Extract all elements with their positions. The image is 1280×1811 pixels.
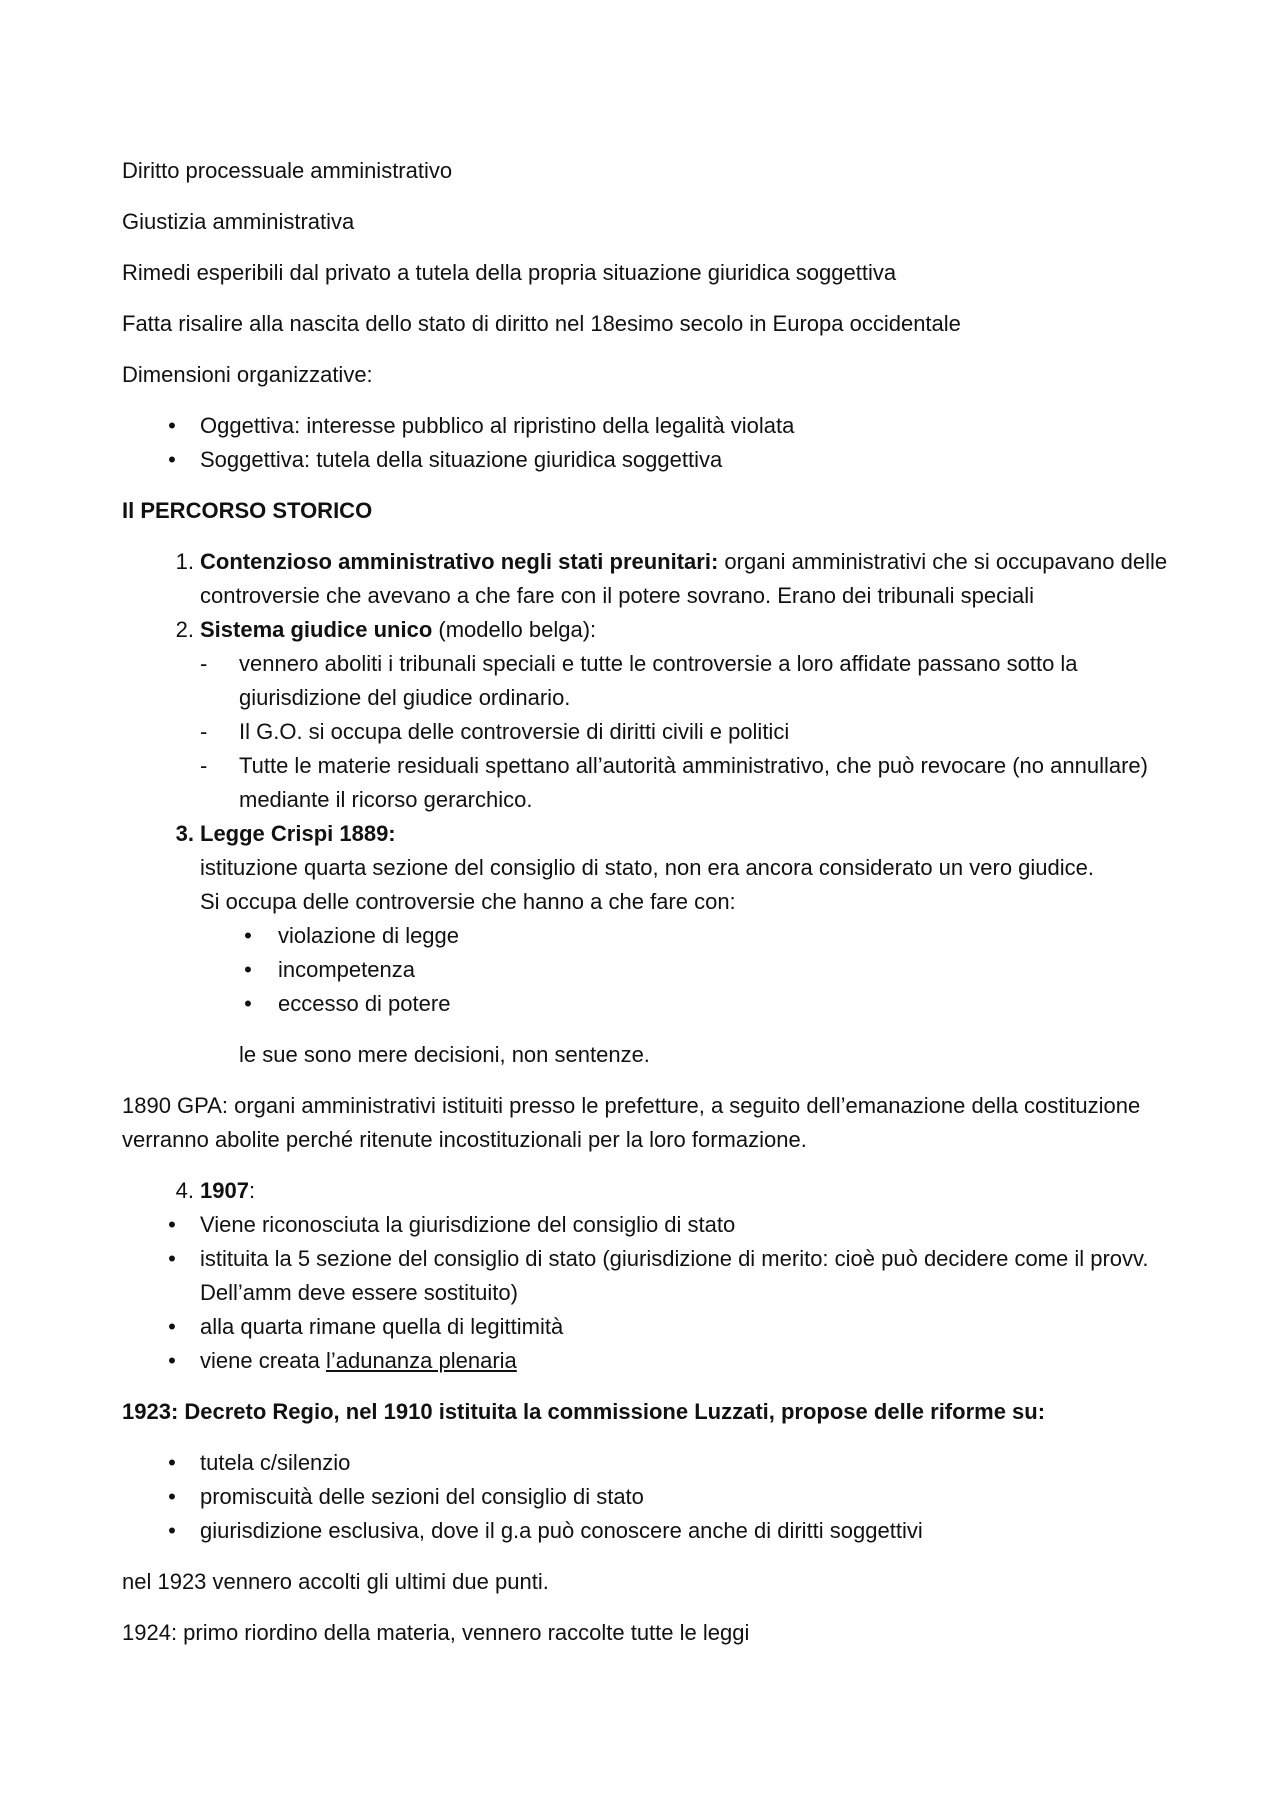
list-item-4: 4. 1907:	[122, 1174, 1182, 1208]
paragraph-gpa: 1890 GPA: organi amministrativi istituiti presso le prefetture, a seguito dell’emanazione della costituzione verranno abolite perché ritenute incostituzionali per la loro formazione.	[122, 1093, 1141, 1152]
list-item-1: 1. Contenzioso amministrativo negli stati preunitari: organi amministrativi che si occupavano delle controversie che avevano a che fare con il potere sovrano. Erano dei tribunali speciali	[122, 545, 1182, 613]
giudice-unico-list	[200, 647, 1182, 817]
list-number: 2.	[175, 617, 194, 642]
list-item: - vennero aboliti i tribunali speciali e tutte le controversie a loro affidate passano sotto la giurisdizione del giudice ordinario.	[122, 647, 1182, 715]
item3-note: le sue sono mere decisioni, non sentenze.	[239, 1042, 650, 1067]
bullet-icon: •	[168, 413, 176, 438]
paragraph-1924: 1924: primo riordino della materia, vennero raccolte tutte le leggi	[122, 1620, 750, 1645]
bullet-icon: •	[168, 1212, 176, 1237]
bullet-icon: •	[244, 957, 252, 982]
bullet-icon: •	[168, 1246, 176, 1271]
heading-percorso-storico: Il PERCORSO STORICO	[122, 498, 373, 523]
list-number: 1.	[175, 549, 194, 574]
list-item: • giurisdizione esclusiva, dove il g.a può conoscere anche di diritti soggettivi	[122, 1514, 1182, 1548]
list-number: 4.	[175, 1178, 194, 1203]
bullet-icon: •	[244, 923, 252, 948]
list-item-2: 2. Sistema giudice unico (modello belga): - vennero aboliti i tribunali speciali e tutte le controversie a loro affidate passano sotto la giurisdizione del giudice ordinario. - Il G.O. si occupa delle controversie di diritti civili e politici - Tutte le materie residuali spettano all’autorità amministrativo, che può revocare (no annullare) mediante il ricorso gerarchico.	[122, 613, 1182, 817]
list-number: 3.	[175, 821, 194, 846]
list-item: • Viene riconosciuta la giurisdizione del consiglio di stato	[122, 1208, 1182, 1242]
crispi-list	[200, 919, 1182, 1021]
history-numbered-list	[122, 545, 1182, 1021]
reforms-list	[122, 1446, 1182, 1548]
dash-icon: -	[200, 719, 208, 744]
list-item: • Oggettiva: interesse pubblico al ripristino della legalità violata	[122, 409, 1182, 443]
list-item: • viene creata l’adunanza plenaria	[122, 1344, 1182, 1378]
list-item: • alla quarta rimane quella di legittimità	[122, 1310, 1182, 1344]
bullet-icon: •	[244, 991, 252, 1016]
list-item: • promiscuità delle sezioni del consiglio di stato	[122, 1480, 1182, 1514]
list-item: - Il G.O. si occupa delle controversie di diritti civili e politici	[122, 715, 1182, 749]
list-item: • Soggettiva: tutela della situazione giuridica soggettiva	[122, 443, 1182, 477]
dash-icon: -	[200, 753, 208, 778]
list-item: • eccesso di potere	[200, 987, 1182, 1021]
paragraph-1923: nel 1923 vennero accolti gli ultimi due punti.	[122, 1569, 549, 1594]
heading-1923: 1923: Decreto Regio, nel 1910 istituita la commissione Luzzati, propose delle riforme su:	[122, 1399, 1046, 1424]
dimensions-list	[122, 409, 1182, 477]
list-item: • istituita la 5 sezione del consiglio di stato (giurisdizione di merito: cioè può decidere come il provv. Dell’amm deve essere sostituito)	[122, 1242, 1182, 1310]
list-item: • tutela c/silenzio	[122, 1446, 1182, 1480]
bullet-icon: •	[168, 1484, 176, 1509]
adunanza-plenaria-link: l’adunanza plenaria	[325, 1348, 517, 1373]
bullet-icon: •	[168, 1314, 176, 1339]
1907-list	[122, 1208, 1182, 1378]
bullet-icon: •	[168, 1450, 176, 1475]
list-item: • violazione di legge	[200, 919, 1182, 953]
item3-line2: Si occupa delle controversie che hanno a che fare con:	[200, 889, 736, 914]
item3-line1: istituzione quarta sezione del consiglio di stato, non era ancora considerato un vero giudice.	[200, 855, 1094, 880]
item3-heading: Legge Crispi 1889:	[200, 821, 396, 846]
paragraph-giustizia: Giustizia amministrativa	[122, 209, 355, 234]
paragraph-origine: Fatta risalire alla nascita dello stato di diritto nel 18esimo secolo in Europa occidentale	[122, 311, 961, 336]
document-body	[122, 154, 1182, 1667]
document-title: Diritto processuale amministrativo	[122, 158, 453, 183]
dash-icon: -	[200, 651, 208, 676]
history-numbered-list-continued	[122, 1174, 1182, 1208]
paragraph-dimensioni: Dimensioni organizzative:	[122, 362, 373, 387]
paragraph-rimedi: Rimedi esperibili dal privato a tutela della propria situazione giuridica soggettiva	[122, 260, 897, 285]
bullet-icon: •	[168, 447, 176, 472]
bullet-icon: •	[168, 1518, 176, 1543]
list-item-3	[122, 817, 1182, 1021]
list-item: • incompetenza	[200, 953, 1182, 987]
bullet-icon: •	[168, 1348, 176, 1373]
list-item: - Tutte le materie residuali spettano all’autorità amministrativo, che può revocare (no annullare) mediante il ricorso gerarchico.	[122, 749, 1182, 817]
